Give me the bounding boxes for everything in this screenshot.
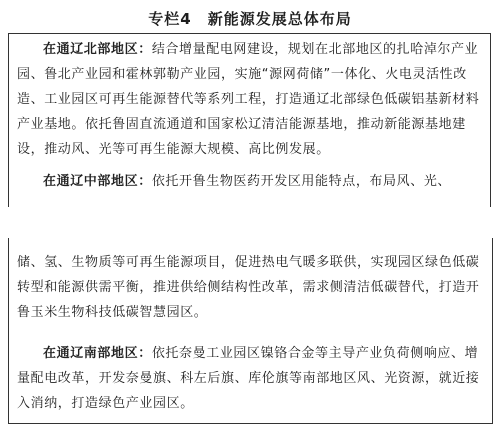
north-region-label: 在通辽北部地区： bbox=[43, 42, 152, 57]
north-region-paragraph bbox=[9, 34, 490, 162]
layout-box-top bbox=[8, 33, 491, 207]
central-region-text-part1: 依托开鲁生物医药开发区用能特点，布局风、光、 bbox=[151, 174, 452, 189]
central-region-text-part2: 储、氢、生物质等可再生能源项目，促进热电气暖多联供，实现园区绿色低碳转型和能源供需平衡，推进供给侧结构性改革，需求侧清洁低碳替代，打造开鲁玉米生物科技低碳智慧园区。 bbox=[17, 255, 480, 320]
south-region-text: 依托奈曼工业园区镍铬合金等主导产业负荷侧响应、增量配电改革，开发奈曼旗、科左后旗、库伦旗等南部地区风、光资源，就近接入消纳，打造绿色产业园区。 bbox=[17, 346, 480, 411]
column-title: 专栏4 新能源发展总体布局 bbox=[148, 10, 352, 28]
central-region-continuation bbox=[9, 238, 492, 325]
north-region-text: 结合增量配电网建设，规划在北部地区的扎哈淖尔产业园、鲁北产业园和霍林郭勒产业园，实施“源网荷储”一体化、火电灵活性改造、工业园区可再生能源替代等系列工程，打造通辽北部绿色低碳铝基新材料产业基地。依托鲁固直流通道和国家松辽清洁能源基地，推动新能源基地建设，推动风、光等可再生能源大规模、高比例发展。 bbox=[17, 42, 480, 157]
south-region-label: 在通辽南部地区： bbox=[43, 346, 152, 361]
central-region-label: 在通辽中部地区： bbox=[43, 174, 152, 189]
south-region-paragraph bbox=[9, 329, 492, 416]
central-region-paragraph bbox=[9, 166, 490, 194]
layout-box-bottom bbox=[8, 238, 493, 424]
